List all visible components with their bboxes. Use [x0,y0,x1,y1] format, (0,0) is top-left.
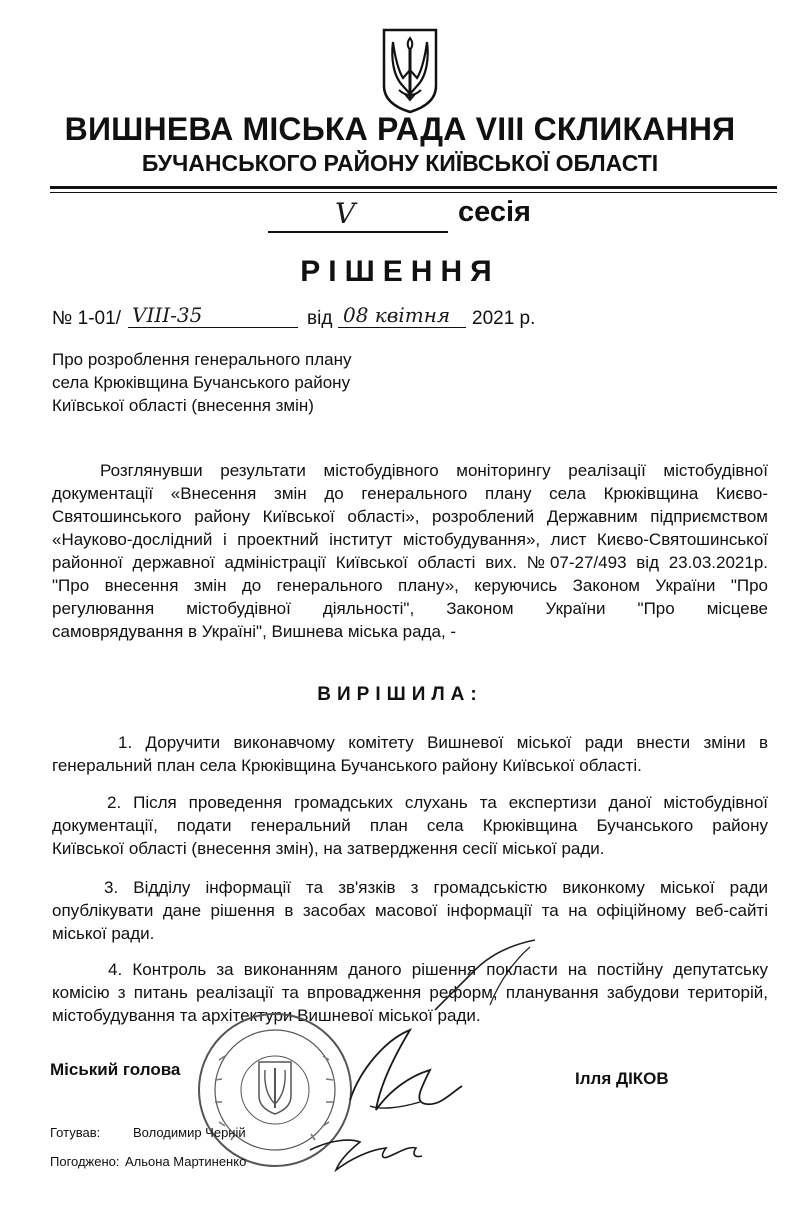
decision-number-underline [128,327,298,328]
item-line: опублікувати дане рішення в засобах масової інформації та на офіційному веб-сайті [52,901,768,920]
item-line: документації, подати генеральний план села Крюківщина Бучанського району [52,816,768,835]
session-underline [268,231,448,233]
preamble-line: регулювання містобудівної діяльності", Законом України "Про місцеве [52,599,768,618]
decision-subject [52,348,351,417]
preamble-line: «Науково-дослідний і проектний інститут містобудування», лист Києво-Святошинської [52,530,768,549]
decision-item-3 [52,876,768,945]
decision-item-1 [52,731,768,777]
decision-title: РІШЕННЯ [300,255,500,288]
preamble-line: самоврядування в Україні", Вишнева міська рада, - [52,622,457,641]
prepared-name: Володимир Черній [133,1125,246,1140]
item-line: 4. Контроль за виконанням даного рішення покласти на постійну депутатську [108,960,768,979]
header-divider-thin [50,192,777,193]
item-line: 3. Відділу інформації та зв'язків з громадськістю виконкому міської ради [104,878,768,897]
agreed-name: Альона Мартиненко [125,1154,247,1169]
prepared-label: Готував: [50,1125,101,1140]
resolved-heading: ВИРІШИЛА: [317,684,483,705]
item-line: 1. Доручити виконавчому комітету Вишневої міської ради внести зміни в [118,733,768,752]
decision-item-2 [52,791,768,860]
header-divider-thick [50,186,777,189]
decision-date-underline [338,327,466,328]
council-subtitle: БУЧАНСЬКОГО РАЙОНУ КИЇВСЬКОЇ ОБЛАСТІ [141,150,659,176]
signature-icon [290,1010,470,1180]
preamble-line: "Про внесення змін до генерального плану», керуючись Законом України "Про [52,576,768,595]
decision-year: 2021 р. [472,308,536,329]
decision-date: 08 квітня [343,303,451,327]
subject-line: Київської області (внесення змін) [52,396,314,415]
preamble-line: документації «Внесення змін до генерального плану села Крюківщина Києво- [52,484,768,503]
preamble-line: Святошинського району Київської області», розроблений Державним підприємством [52,507,768,526]
item-line: міської ради. [52,924,155,943]
item-line: генеральний план села Крюківщина Бучанського району Київської області. [52,756,642,775]
preamble [52,459,768,643]
subject-line: Про розроблення генерального плану [52,350,352,369]
date-prefix: від [307,308,333,329]
mayor-label: Міський голова [50,1060,181,1079]
preamble-line: Розглянувши результати містобудівного моніторингу реалізації містобудівної [100,461,768,480]
preamble-line: районної державної адміністрації Київської області вих. №07-27/493 від 23.03.2021р. [52,553,768,572]
mayor-name: Ілля ДІКОВ [575,1069,669,1088]
session-label: сесія [458,196,531,228]
item-line: комісію з питань реалізації та впровадження реформ, планування забудови територій, [52,983,768,1002]
agreed-label: Погоджено: [50,1154,120,1169]
session-number: V [335,197,356,230]
council-title: ВИШНЕВА МІСЬКА РАДА VIII СКЛИКАННЯ [64,111,736,147]
item-line: містобудування та архітектури Вишневої міської ради. [52,1006,481,1025]
signature-stroke-icon [430,935,540,1015]
subject-line: села Крюківщина Бучанського району [52,373,351,392]
item-line: Київської області (внесення змін), на затвердження сесії міської ради. [52,839,605,858]
item-line: 2. Після проведення громадських слухань та експертизи даної містобудівної [107,793,768,812]
trident-icon [381,28,439,114]
decision-number-prefix: № 1-01/ [52,308,121,329]
decision-number: VIII-35 [132,303,203,327]
